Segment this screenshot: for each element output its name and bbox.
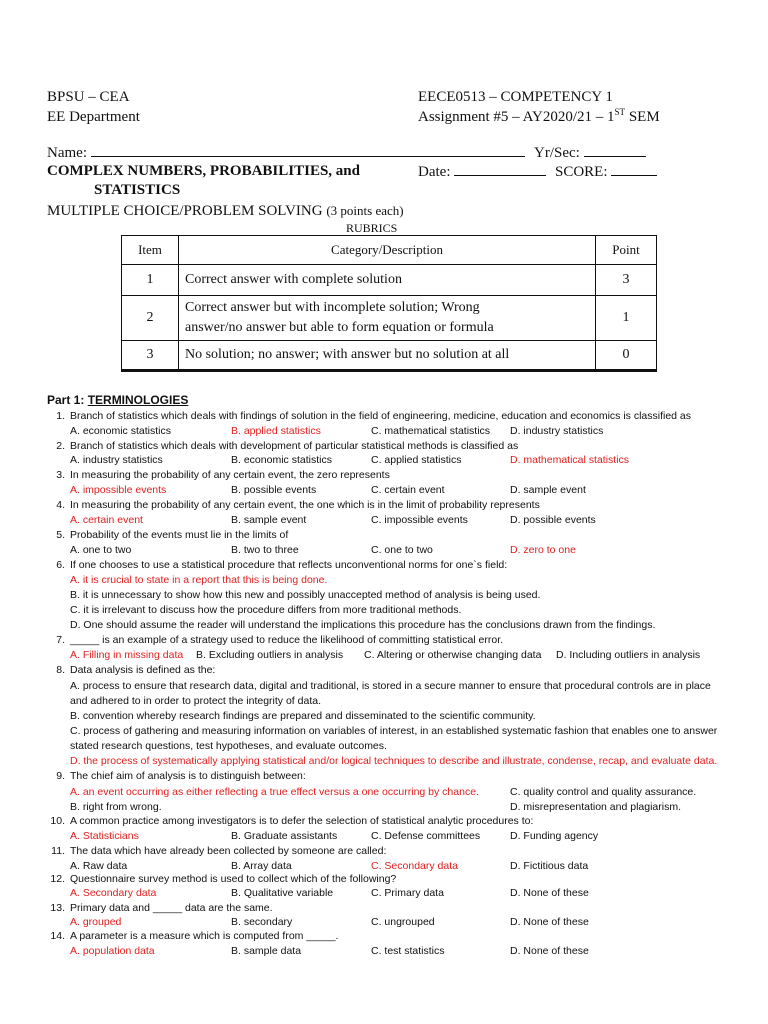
rubric-item: 3 xyxy=(122,341,179,371)
yrsec-field: Yr/Sec: xyxy=(534,144,646,162)
rubric-description-line: Correct answer but with incomplete solution; Wrong xyxy=(185,300,480,315)
question-number: 3. xyxy=(56,469,65,481)
question-text: A common practice among investigators is to defer the selection of statistical analytic procedures to: xyxy=(70,815,534,827)
part-1-heading: Part 1: TERMINOLOGIES xyxy=(47,393,189,407)
choice-b[interactable]: B. secondary xyxy=(231,916,293,928)
rubrics-row xyxy=(122,296,657,341)
choice-d[interactable]: D. Including outliers in analysis xyxy=(556,649,701,661)
choice-c[interactable]: C. quality control and quality assurance. xyxy=(510,786,697,798)
choice-d-answer[interactable]: D. zero to one xyxy=(510,544,576,556)
question-text: Probability of the events must lie in the limits of xyxy=(70,529,289,541)
instruction: MULTIPLE CHOICE/PROBLEM SOLVING (3 points each) xyxy=(47,203,404,219)
choice-a[interactable]: A. economic statistics xyxy=(70,425,171,437)
choice-d[interactable]: D. None of these xyxy=(510,916,589,928)
rubrics-header-row xyxy=(122,236,657,265)
rubric-point: 3 xyxy=(596,265,657,296)
choice-c[interactable]: C. process of gathering and measuring information on variables of interest, in an established systematic fashion that enables one to answer xyxy=(70,725,718,737)
choice-c[interactable]: C. it is irrelevant to discuss how the procedure differs from more traditional methods. xyxy=(70,604,462,616)
date-field: Date: xyxy=(418,163,546,181)
date-blank xyxy=(454,163,546,176)
rubric-point: 0 xyxy=(596,341,657,371)
choice-a[interactable]: A. Raw data xyxy=(70,860,128,872)
choice-c[interactable]: C. impossible events xyxy=(371,514,468,526)
choice-b[interactable]: B. right from wrong. xyxy=(70,801,162,813)
title-line-1: COMPLEX NUMBERS, PROBABILITIES, and xyxy=(47,163,360,179)
question-text: _____ is an example of a strategy used to reduce the likelihood of committing statistical error. xyxy=(70,634,504,646)
choice-d[interactable]: D. misrepresentation and plagiarism. xyxy=(510,801,681,813)
choice-c[interactable]: C. Altering or otherwise changing data xyxy=(364,649,542,661)
question-number: 7. xyxy=(56,634,65,646)
department-name: EE Department xyxy=(47,109,140,125)
choice-c[interactable]: C. ungrouped xyxy=(371,916,435,928)
rubric-item: 2 xyxy=(122,296,179,341)
choice-a[interactable]: A. process to ensure that research data, digital and traditional, is stored in a secure manner to ensure that procedural controls are in place xyxy=(70,680,711,692)
choice-d[interactable]: D. None of these xyxy=(510,887,589,899)
choice-a-answer[interactable]: A. impossible events xyxy=(70,484,167,496)
question-text: Primary data and _____ data are the same. xyxy=(70,902,273,914)
rubrics-title: RUBRICS xyxy=(346,221,398,235)
choice-b-answer[interactable]: B. applied statistics xyxy=(231,425,321,437)
choice-d[interactable]: D. industry statistics xyxy=(510,425,604,437)
choice-a-answer[interactable]: A. it is crucial to state in a report that this is being done. xyxy=(70,574,328,586)
question-number: 11. xyxy=(51,845,65,857)
choice-c[interactable]: C. one to two xyxy=(371,544,433,556)
question-text: The data which have already been collected by someone are called: xyxy=(70,845,387,857)
course-code: EECE0513 – COMPETENCY 1 xyxy=(418,89,613,105)
question-text: A parameter is a measure which is computed from _____. xyxy=(70,930,339,942)
choice-d-answer[interactable]: D. mathematical statistics xyxy=(510,454,630,466)
question-number: 2. xyxy=(56,440,65,452)
choice-b[interactable]: B. sample data xyxy=(231,945,302,957)
choice-d-answer[interactable]: D. the process of systematically applying statistical and/or logical techniques to describe and illustrate, condense, recap, and evaluate data. xyxy=(70,755,718,767)
choice-d[interactable]: D. One should assume the reader will understand the implications this procedure has the conclusions drawn from the findings. xyxy=(70,619,656,631)
choice-d[interactable]: D. sample event xyxy=(510,484,586,496)
question-number: 6. xyxy=(56,559,65,571)
question-text: Questionnaire survey method is used to collect which of the following? xyxy=(70,873,397,885)
rubrics-table xyxy=(121,235,657,372)
rubric-point: 1 xyxy=(596,296,657,341)
choice-c[interactable]: C. applied statistics xyxy=(371,454,462,466)
question-number: 10. xyxy=(50,815,65,827)
choice-a-answer[interactable]: A. certain event xyxy=(70,514,143,526)
choice-a-continued[interactable]: and adhered to in order to protect the integrity of data. xyxy=(70,695,321,707)
question-number: 14. xyxy=(50,930,65,942)
question-number: 1. xyxy=(56,410,65,422)
name-field: Name: xyxy=(47,144,525,162)
rubric-description-line: answer/no answer but able to form equation or formula xyxy=(185,320,494,335)
question-text: Data analysis is defined as the: xyxy=(70,664,216,676)
question-number: 8. xyxy=(56,664,65,676)
choice-c-answer[interactable]: C. Secondary data xyxy=(371,860,458,872)
score-field: SCORE: xyxy=(555,163,657,181)
choice-c[interactable]: C. mathematical statistics xyxy=(371,425,491,437)
question-number: 9. xyxy=(56,770,65,782)
choice-d[interactable]: D. Fictitious data xyxy=(510,860,589,872)
rubrics-header-item: Item xyxy=(122,236,179,265)
score-blank xyxy=(611,163,657,176)
question-text: In measuring the probability of any certain event, the one which is in the limit of probability represents xyxy=(70,499,540,511)
question-text: The chief aim of analysis is to distinguish between: xyxy=(70,770,306,782)
school-name: BPSU – CEA xyxy=(47,89,130,105)
rubrics-row xyxy=(122,341,657,371)
rubric-description: Correct answer with complete solution xyxy=(179,265,596,296)
rubric-item: 1 xyxy=(122,265,179,296)
rubric-description: No solution; no answer; with answer but no solution at all xyxy=(179,341,596,371)
rubrics-row xyxy=(122,265,657,296)
choice-b[interactable]: B. Graduate assistants xyxy=(231,830,338,842)
choice-b[interactable]: B. two to three xyxy=(231,544,299,556)
choice-b[interactable]: B. sample event xyxy=(231,514,307,526)
choice-d[interactable]: D. possible events xyxy=(510,514,596,526)
rubrics-header-point: Point xyxy=(596,236,657,265)
choice-d[interactable]: D. None of these xyxy=(510,945,589,957)
question-number: 4. xyxy=(56,499,65,511)
question-text: If one chooses to use a statistical procedure that reflects unconventional norms for one`s field: xyxy=(70,559,508,571)
choice-c[interactable]: C. Primary data xyxy=(371,887,444,899)
choice-c-continued[interactable]: stated research questions, test hypotheses, and evaluate outcomes. xyxy=(70,740,387,752)
choice-a-answer[interactable]: A. grouped xyxy=(70,916,122,928)
choice-b[interactable]: B. economic statistics xyxy=(231,454,332,466)
yrsec-blank xyxy=(584,144,646,157)
choice-a-answer[interactable]: A. Statisticians xyxy=(70,830,139,842)
choice-c[interactable]: C. certain event xyxy=(371,484,445,496)
choice-d[interactable]: D. Funding agency xyxy=(510,830,599,842)
choice-a[interactable]: A. industry statistics xyxy=(70,454,163,466)
question-text: In measuring the probability of any certain event, the zero represents xyxy=(70,469,390,481)
choice-a-answer[interactable]: A. an event occurring as either reflecting a true effect versus a one occurring by chance. xyxy=(70,786,479,798)
choice-a-answer[interactable]: A. Secondary data xyxy=(70,887,157,899)
choice-b[interactable]: B. possible events xyxy=(231,484,317,496)
rubrics-header-category: Category/Description xyxy=(179,236,596,265)
choice-b[interactable]: B. Array data xyxy=(231,860,292,872)
name-blank xyxy=(91,144,525,157)
question-number: 12. xyxy=(50,873,65,885)
title-line-2: STATISTICS xyxy=(94,182,181,198)
choice-b[interactable]: B. convention whereby research findings are prepared and disseminated to the scientific community. xyxy=(70,710,536,722)
choice-c[interactable]: C. Defense committees xyxy=(371,830,481,842)
choice-c[interactable]: C. test statistics xyxy=(371,945,445,957)
choice-a-answer[interactable]: A. Filling in missing data xyxy=(70,649,184,661)
choice-b[interactable]: B. Excluding outliers in analysis xyxy=(196,649,344,661)
choice-b[interactable]: B. it is unnecessary to show how this new and possibly unaccepted method of analysis is being used. xyxy=(70,589,541,601)
choice-a-answer[interactable]: A. population data xyxy=(70,945,155,957)
question-number: 13. xyxy=(50,902,65,914)
question-number: 5. xyxy=(56,529,65,541)
question-text: Branch of statistics which deals with findings of solution in the field of engineering, medicine, education and economics is classified as xyxy=(70,410,692,422)
rubric-description xyxy=(179,296,596,341)
choice-b[interactable]: B. Qualitative variable xyxy=(231,887,334,899)
choice-a[interactable]: A. one to two xyxy=(70,544,132,556)
question-text: Branch of statistics which deals with development of particular statistical methods is classified as xyxy=(70,440,519,452)
assignment-label: Assignment #5 – AY2020/21 – 1ST SEM xyxy=(418,107,660,125)
